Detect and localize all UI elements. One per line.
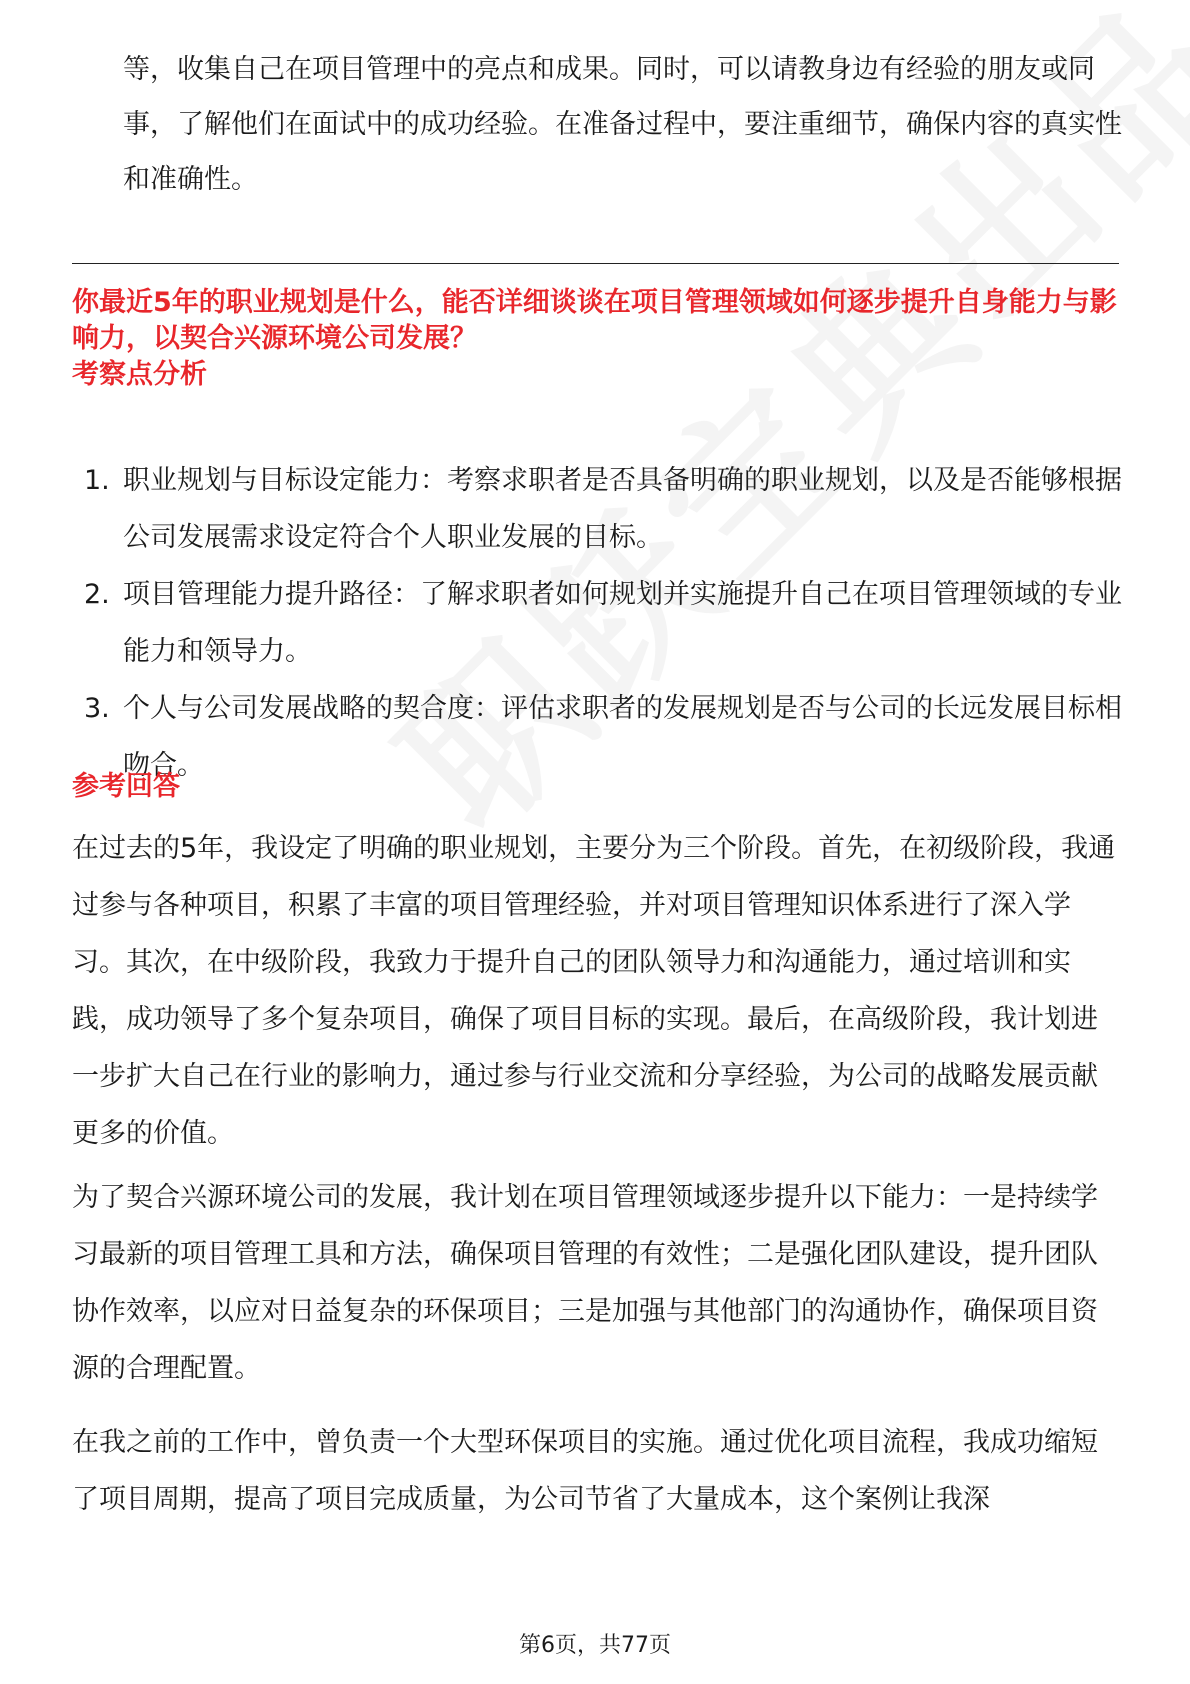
- answer-paragraph: 在过去的5年，我设定了明确的职业规划，主要分为三个阶段。首先，在初级阶段，我通过参与各种项目，积累了丰富的项目管理经验，并对项目管理知识体系进行了深入学习。其次，在中级阶段，我致力于提升自己的团队领导力和沟通能力，通过培训和实践，成功领导了多个复杂项目，确保了项目目标的实现。最后，在高级阶段，我计划进一步扩大自己在行业的影响力，通过参与行业交流和分享经验，为公司的战略发展贡献更多的价值。: [72, 833, 1116, 1149]
- list-number: 2.: [84, 579, 110, 610]
- analysis-list: [72, 452, 1122, 794]
- list-text: 职业规划与目标设定能力：考察求职者是否具备明确的职业规划，以及是否能够根据公司发展需求设定符合个人职业发展的目标。: [123, 465, 1122, 553]
- list-text: 项目管理能力提升路径：了解求职者如何规划并实施提升自己在项目管理领域的专业能力和领导力。: [123, 579, 1122, 667]
- answer-heading: 参考回答: [72, 771, 180, 802]
- section-divider: [72, 263, 1119, 264]
- list-number: 1.: [84, 465, 110, 496]
- list-item: [72, 452, 1122, 566]
- list-item: [72, 566, 1122, 680]
- list-number: 3.: [84, 693, 110, 724]
- question-heading: 你最近5年的职业规划是什么，能否详细谈谈在项目管理领域如何逐步提升自身能力与影响力，以契合兴源环境公司发展？: [72, 287, 1117, 354]
- list-text: 个人与公司发展战略的契合度：评估求职者的发展规划是否与公司的长远发展目标相吻合。: [123, 693, 1122, 781]
- answer-paragraph: 在我之前的工作中，曾负责一个大型环保项目的实施。通过优化项目流程，我成功缩短了项目周期，提高了项目完成质量，为公司节省了大量成本，这个案例让我深: [72, 1427, 1098, 1515]
- continuation-paragraph: 等，收集自己在项目管理中的亮点和成果。同时，可以请教身边有经验的朋友或同事，了解他们在面试中的成功经验。在准备过程中，要注重细节，确保内容的真实性和准确性。: [123, 54, 1122, 195]
- page-footer: 第6页，共77页: [519, 1633, 671, 1658]
- answer-paragraph: 为了契合兴源环境公司的发展，我计划在项目管理领域逐步提升以下能力：一是持续学习最新的项目管理工具和方法，确保项目管理的有效性；二是强化团队建设，提升团队协作效率，以应对日益复杂的环保项目；三是加强与其他部门的沟通协作，确保项目资源的合理配置。: [72, 1182, 1098, 1384]
- list-item: [72, 680, 1122, 794]
- analysis-heading: 考察点分析: [72, 359, 207, 390]
